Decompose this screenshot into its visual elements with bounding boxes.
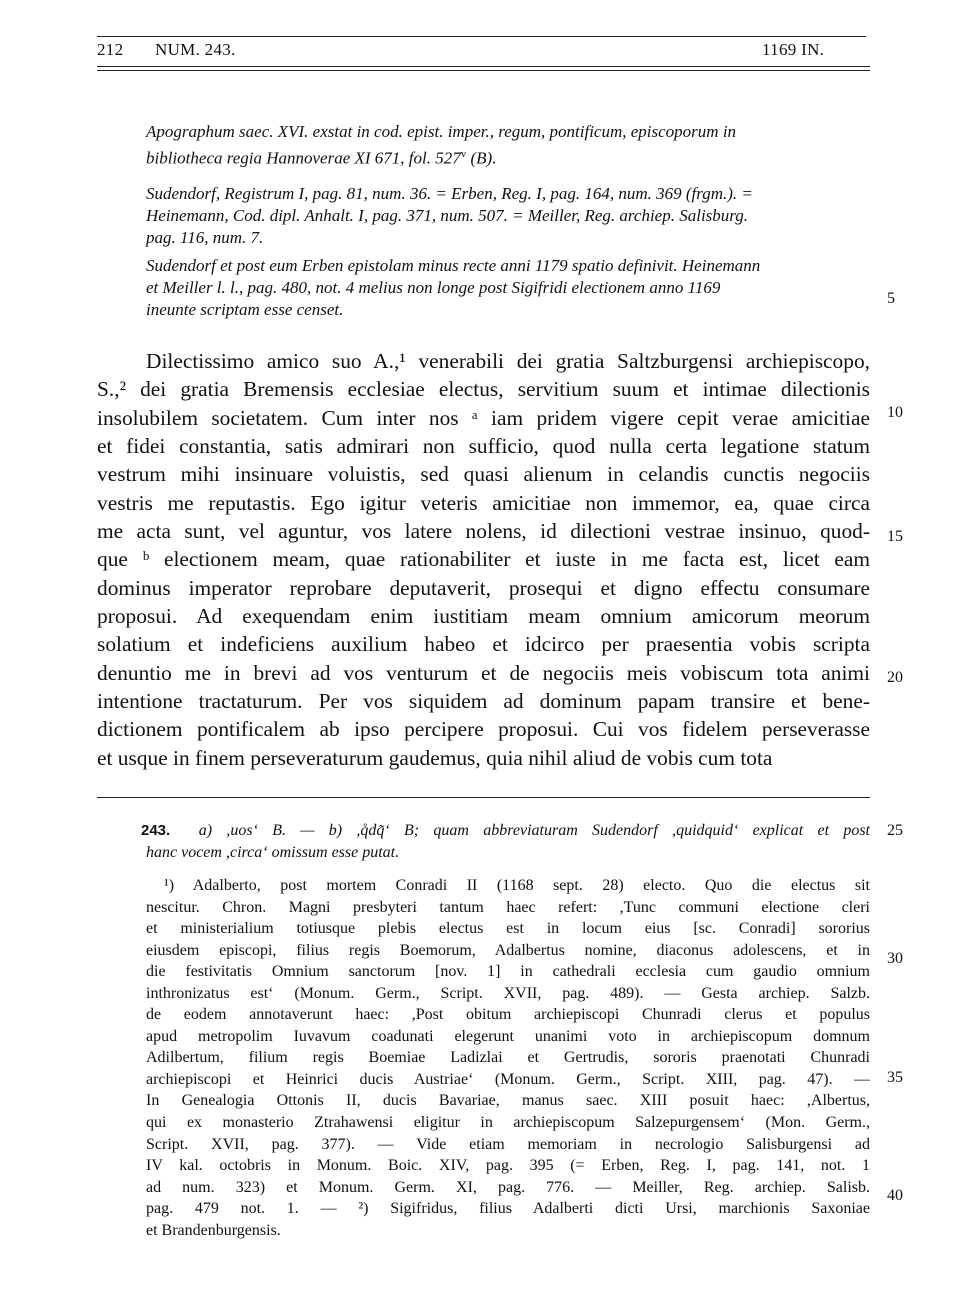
letter-line: S.,² dei gratia Bremensis ecclesiae electus, servitium suum et intimae dilectionis (97, 377, 870, 402)
head-rule-2 (97, 70, 870, 71)
footnote-line: et Brandenburgensis. (146, 1221, 281, 1239)
footnotes (146, 875, 870, 1241)
textual-notes (141, 820, 871, 863)
source-line: Apographum saec. XVI. exstat in cod. epist. imper., regum, pontificum, episcoporum in (146, 122, 737, 141)
line-number: 25 (887, 822, 903, 839)
editions-line: Heinemann, Cod. dipl. Anhalt. I, pag. 371, num. 507. = Meiller, Reg. archiep. Salisburg. (146, 206, 749, 225)
line-number: 35 (887, 1069, 903, 1086)
dating-line: et Meiller l. l., pag. 480, not. 4 melius non longe post Sigifridi electionem anno 1169 (146, 278, 721, 297)
top-rule (97, 36, 866, 37)
letter-line: proposui. Ad exequendam enim iustitiam meam omnium amicorum meorum (97, 604, 870, 629)
editions-note (146, 183, 870, 249)
letter-line: dominus imperator reprobare deputaverit, prosequi et digno effectu consumare (97, 575, 870, 600)
footnote-line: eiusdem episcopi, filius regis Boemorum, Adalbertus nomine, diaconus adolescens, et in (146, 941, 870, 959)
footnote-line: IV kal. octobris in Monum. Boic. XIV, pag. 395 (= Erben, Reg. I, pag. 141, not. 1 (146, 1157, 870, 1175)
footnote-separator (97, 797, 870, 798)
dating-note (146, 255, 870, 321)
letter-line: intentione tractaturum. Per vos siquidem ad dominum papam transire et bene- (97, 689, 870, 714)
footnote-line: In Genealogia Ottonis II, ducis Bavariae, manus saec. XIII posuit haec: ,Albertus, (146, 1092, 870, 1110)
footnote-line: de eodem annotaverunt haec: ,Post obitum archiepiscopi Chunradi clerus et populus (146, 1006, 870, 1024)
dating-line: ineunte scriptam esse censet. (146, 300, 344, 319)
footnote-line: inthronizatus est‘ (Monum. Germ., Script. XVII, pag. 489). — Gesta archiep. Salzb. (146, 984, 870, 1002)
line-number: 20 (887, 669, 903, 686)
textual-note-line: 243. a) ,uos‘ B. — b) ,q̊dq̃‘ B; quam abbreviaturam Sudendorf ,quidquid‘ explicat et post (141, 822, 871, 839)
letter-line: et usque in finem perseveraturum gaudemus, quia nihil aliud de vobis cum tota (97, 745, 773, 770)
source-note (146, 121, 870, 170)
letter-text (97, 347, 870, 772)
editions-line: pag. 116, num. 7. (146, 228, 264, 247)
dating-line: Sudendorf et post eum Erben epistolam minus recte anni 1179 spatio definivit. Heinemann (146, 256, 761, 275)
footnote-line: ¹) Adalberto, post mortem Conradi II (1168 sept. 28) electo. Quo die electus sit (164, 877, 870, 894)
letter-line: insolubilem societatem. Cum inter nos ᵃ iam pridem vigere cepit verae amicitiae (97, 405, 870, 430)
running-head-year: 1169 IN. (762, 40, 825, 59)
footnote-line: ad num. 323) et Monum. Germ. XI, pag. 776. — Meiller, Reg. archiep. Salisb. (146, 1178, 870, 1196)
line-number: 30 (887, 950, 903, 967)
footnote-line: pag. 479 not. 1. — ²) Sigifridus, filius Adalberti dicti Ursi, marchionis Saxoniae (146, 1200, 870, 1218)
footnote-line: Script. XVII, pag. 377). — Vide etiam memoriam in necrologio Salisburgensi ad (146, 1135, 870, 1153)
footnote-line: die festivitatis Omnium sanctorum [nov. 1] in cathedrali ecclesia cum gaudio omnium (146, 963, 870, 981)
footnote-line: Adilbertum, filium regis Boemiae Ladizlai et Gertrudis, sororis praenotati Chunradi (146, 1049, 870, 1067)
footnote-line: apud metropolim Iuvavum coadunati elegerunt unanimi voto in archiepiscopum domnum (146, 1027, 870, 1045)
note-label: 243. (141, 822, 171, 839)
footnote-line: qui ex monasterio Ztrahawensi eligitur in archiepiscopum Salzepurgensem‘ (Mon. Germ., (146, 1114, 870, 1132)
source-line: bibliotheca regia Hannoverae XI 671, fol. 527$^v$ (B). (146, 148, 497, 168)
footnote-line: et ministerialium totiusque plebis electus est in locum eius [sc. Conradi] sororius (146, 920, 870, 938)
letter-line: vestris me reputastis. Ego igitur veteris amicitiae non immemor, ea, quae circa (97, 490, 870, 515)
letter-line: solatium et indeficiens auxilium habeo et idcirco per praesentia vobis scripta (97, 632, 870, 657)
line-number: 40 (887, 1187, 903, 1204)
letter-line: me acta sunt, vel aguntur, vos latere nolens, id dilectioni vestrae insinuo, quod- (97, 519, 870, 544)
editions-line: Sudendorf, Registrum I, pag. 81, num. 36. = Erben, Reg. I, pag. 164, num. 369 (frgm.). = (146, 184, 753, 203)
letter-line: et fidei constantia, satis admirari non sufficio, quod nulla certa legatione statum (97, 434, 870, 459)
document-number: NUM. 243. (155, 40, 236, 59)
line-number: 15 (887, 528, 903, 545)
letter-line: Dilectissimo amico suo A.,¹ venerabili dei gratia Saltzburgensi archiepiscopo, (146, 349, 870, 373)
textual-note-line: hanc vocem ,circa‘ omissum esse putat. (146, 843, 400, 861)
letter-line: que ᵇ electionem meam, quae rationabiliter et iuste in me facta est, licet eam (97, 547, 870, 572)
letter-line: denuntio me in brevi ad vos venturum et de negociis meis vobiscum tota animi (97, 660, 870, 685)
line-number: 5 (887, 290, 895, 307)
running-head (97, 40, 869, 66)
letter-line: vestrum mihi insinuare voluistis, sed quasi alienum in celandis cunctis negociis (97, 462, 870, 487)
letter-line: dictionem pontificalem ab ipso percipere proposui. Cui vos fidelem perseverasse (97, 717, 870, 742)
line-number: 10 (887, 404, 903, 421)
page-number: 212 (97, 40, 124, 59)
footnote-line: nescitur. Chron. Magni presbyteri tantum haec refert: ,Tunc communi electione cleri (146, 898, 870, 916)
footnote-line: archiepiscopi et Heinrici ducis Austriae‘ (Monum. Germ., Script. XIII, pag. 47). — (146, 1070, 870, 1088)
head-rule-1 (97, 66, 870, 67)
